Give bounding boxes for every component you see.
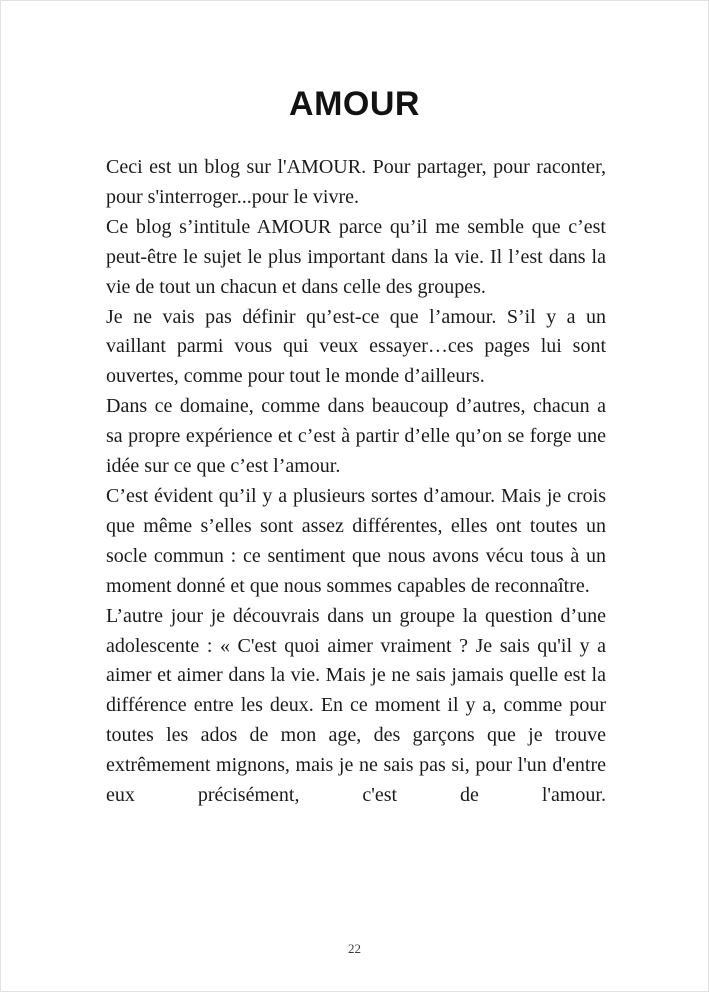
paragraph-5: C’est évident qu’il y a plusieurs sortes d’amour. Mais je crois que même s’elles sont assez différentes, elles ont toutes un socle commun : ce sentiment que nous avons vécu tous à un moment donné et que nous sommes capables de reconnaître.	[106, 484, 606, 597]
paragraph-1: Ceci est un blog sur l'AMOUR. Pour partager, pour raconter, pour s'interroger...pour le vivre.	[106, 156, 606, 208]
article-body	[106, 153, 606, 811]
page-number: 22	[348, 941, 361, 956]
page-title: AMOUR	[289, 85, 420, 123]
paragraph-6: L’autre jour je découvrais dans un groupe la question d’une adolescente : « C'est quoi aimer vraiment ? Je sais qu'il y a aimer et aimer dans la vie. Mais je ne sais jamais quelle est la différence entre les deux. En ce moment il y a, comme pour toutes les ados de mon age, des garçons que je trouve extrêmement mignons, mais je ne sais pas si, pour l'un d'entre eux précisément, c'est de l'amour.	[106, 604, 606, 807]
paragraph-4: Dans ce domaine, comme dans beaucoup d’autres, chacun a sa propre expérience et c’est à partir d’elle qu’on se forge une idée sur ce que c’est l’amour.	[106, 395, 606, 478]
paragraph-3: Je ne vais pas définir qu’est-ce que l’amour. S’il y a un vaillant parmi vous qui veux essayer…ces pages lui sont ouvertes, comme pour tout le monde d’ailleurs.	[106, 305, 606, 388]
paragraph-2: Ce blog s’intitule AMOUR parce qu’il me semble que c’est peut-être le sujet le plus important dans la vie. Il l’est dans la vie de tout un chacun et dans celle des groupes.	[106, 215, 606, 298]
